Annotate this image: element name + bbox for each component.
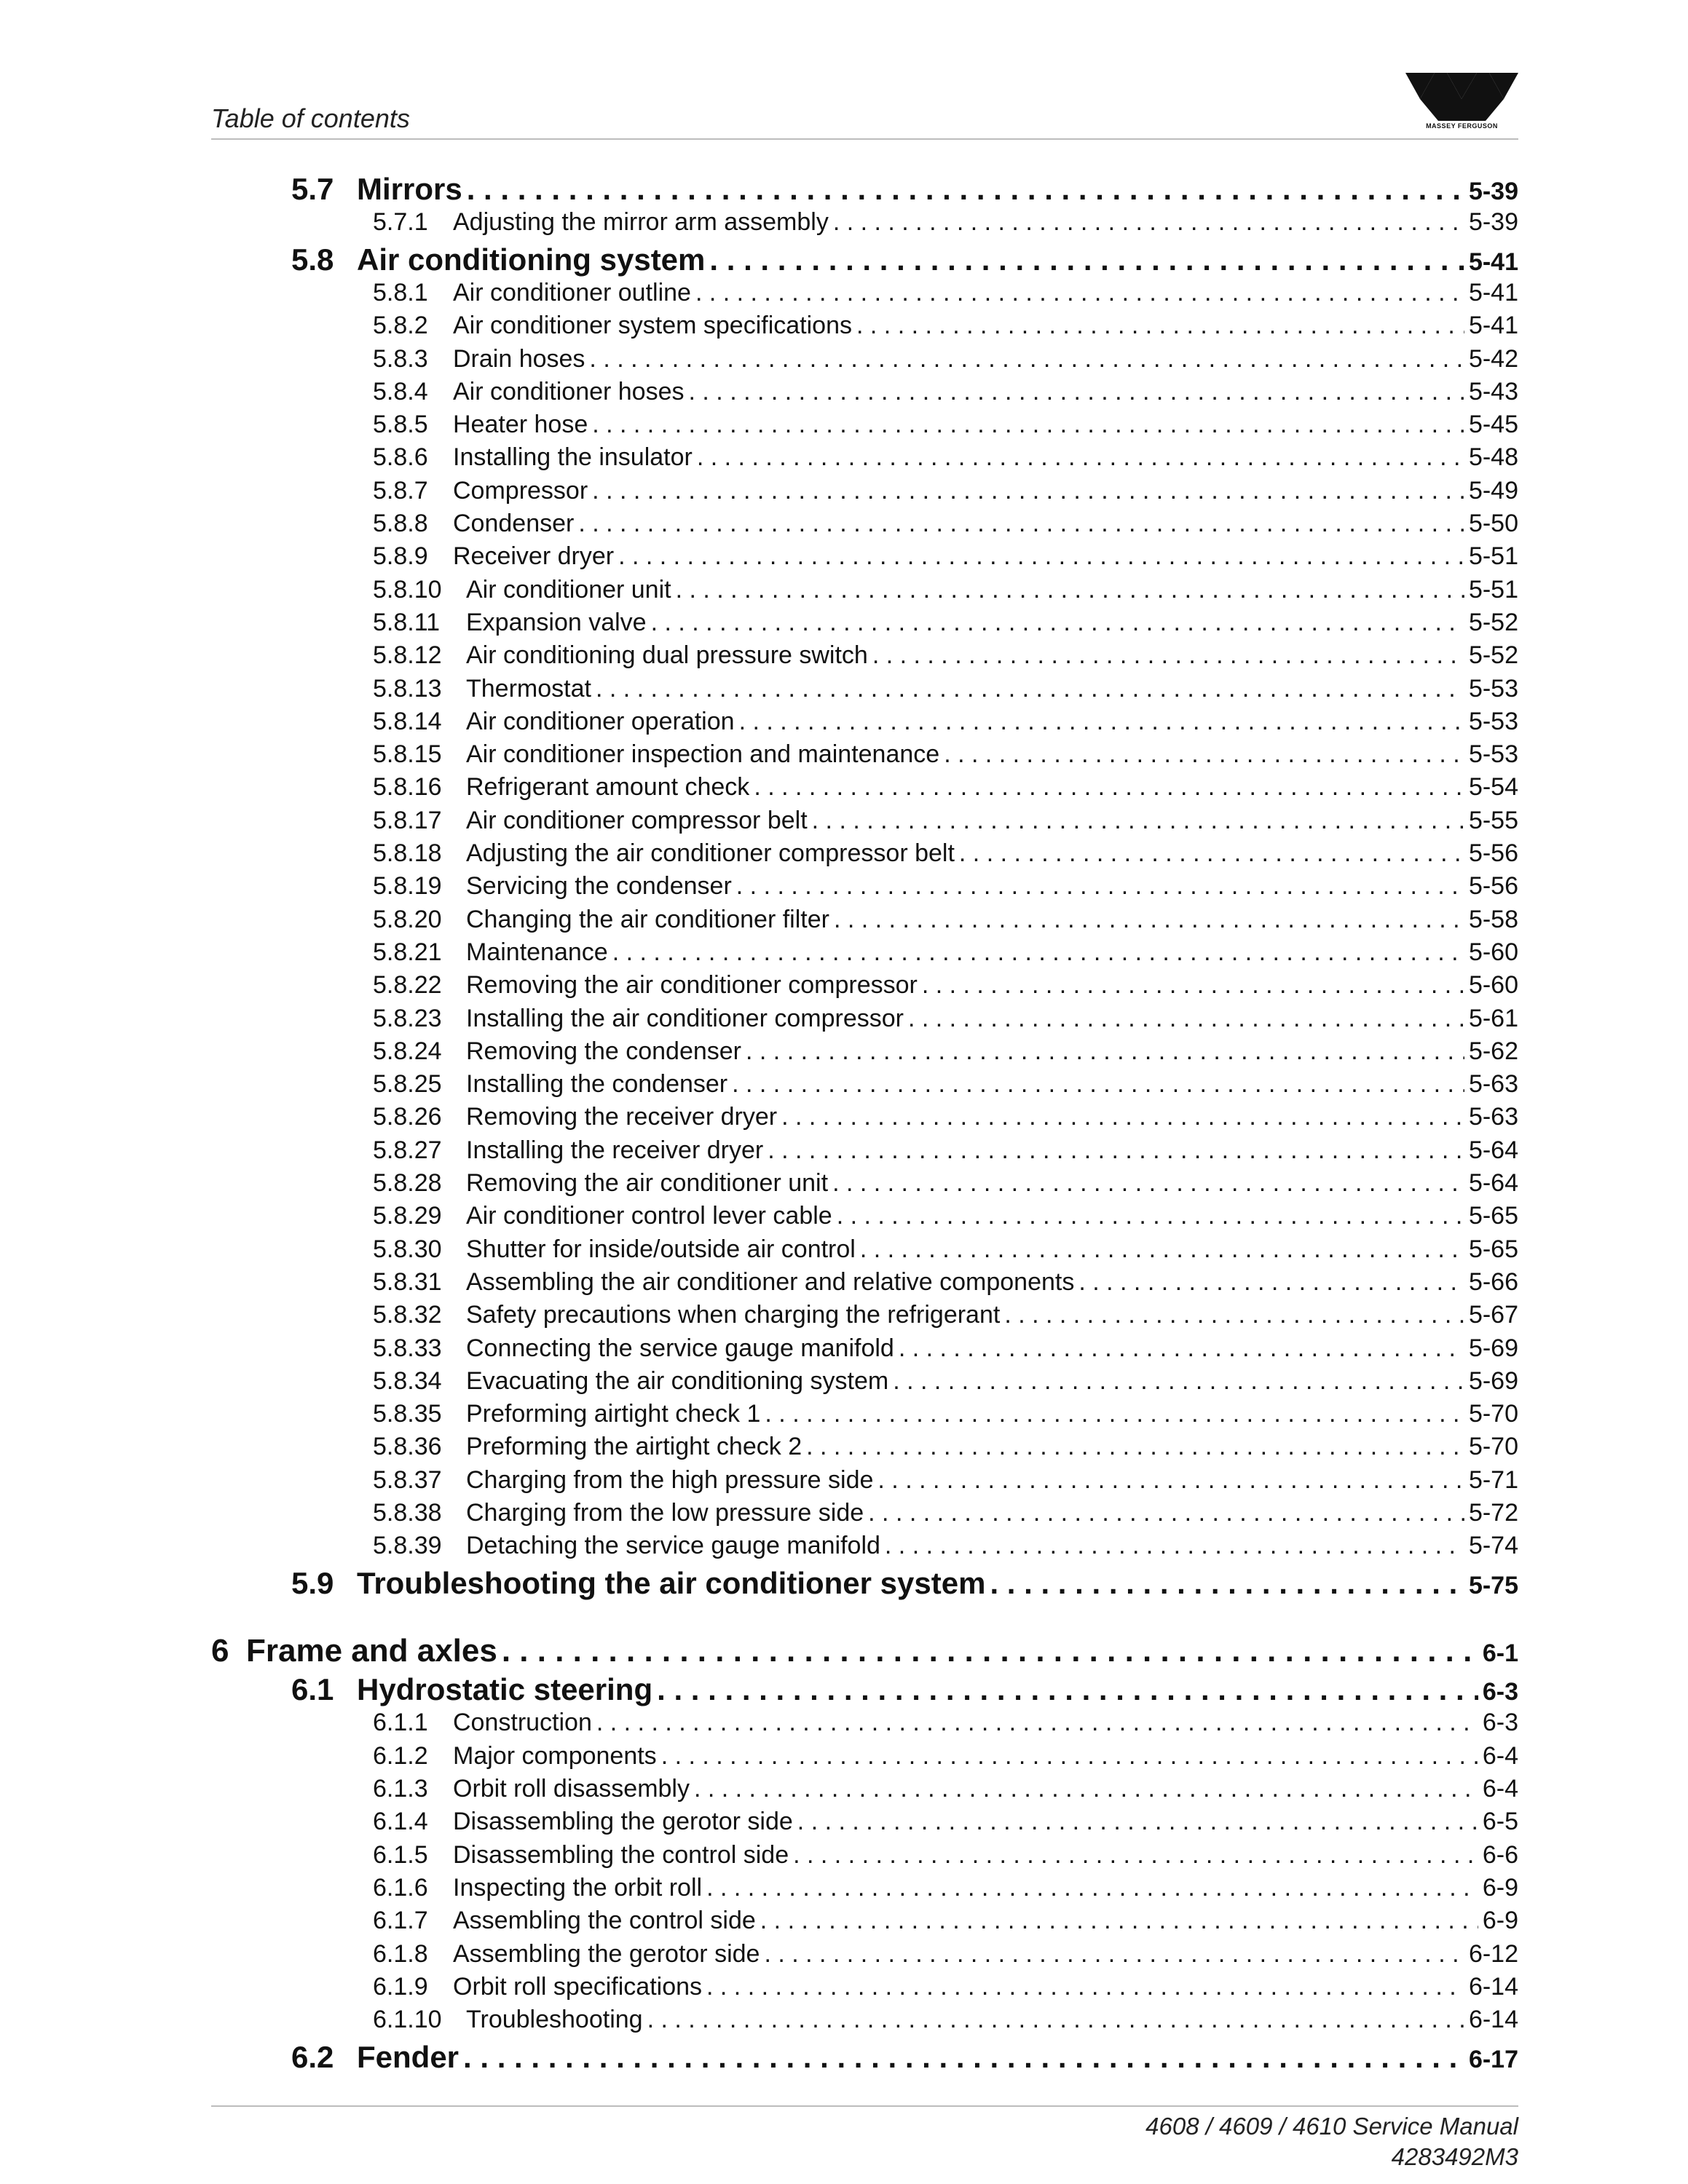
toc-entry[interactable] <box>373 576 1518 606</box>
toc-entry-page: 5-61 <box>1468 1005 1518 1032</box>
toc-entry-number: 5.8.1 <box>373 279 428 306</box>
toc-entry-title: Air conditioning dual pressure switch <box>466 641 868 669</box>
toc-entry-number: 5.8.18 <box>373 839 442 867</box>
toc-entry-page: 6-9 <box>1482 1907 1518 1934</box>
toc-entry-page: 6-4 <box>1482 1742 1518 1770</box>
toc-entry[interactable] <box>373 279 1518 309</box>
toc-leader-dots <box>578 510 1464 538</box>
toc-leader-dots <box>793 1841 1478 1870</box>
toc-entry-title: Thermostat <box>466 675 591 703</box>
toc-entry[interactable] <box>373 1907 1518 1937</box>
toc-entry[interactable] <box>291 2040 1518 2075</box>
toc-entry-page: 5-67 <box>1468 1301 1518 1329</box>
toc-entry-title: Removing the air conditioner unit <box>466 1169 829 1197</box>
toc-leader-dots <box>990 1566 1464 1601</box>
toc-entry-number: 5.8.25 <box>373 1070 442 1098</box>
toc-entry[interactable] <box>373 1841 1518 1872</box>
toc-entry-number: 5.8.8 <box>373 510 428 537</box>
toc-entry-number: 5.8.17 <box>373 807 442 834</box>
toc-entry[interactable] <box>373 1532 1518 1562</box>
toc-entry-page: 5-55 <box>1468 807 1518 834</box>
toc-entry-number: 5.8.6 <box>373 443 428 471</box>
toc-entry-page: 5-41 <box>1468 248 1518 276</box>
toc-entry-title: Air conditioner hoses <box>453 378 685 405</box>
toc-entry[interactable] <box>373 378 1518 408</box>
toc-entry-title: Installing the receiver dryer <box>466 1136 764 1164</box>
toc-leader-dots <box>739 708 1464 736</box>
toc-entry-page: 5-49 <box>1468 477 1518 505</box>
toc-entry-page: 6-14 <box>1468 1973 1518 2001</box>
toc-entry-number: 5.8.31 <box>373 1268 442 1296</box>
toc-entry-number: 6.1.9 <box>373 1973 428 2001</box>
toc-entry-number: 6 <box>211 1633 229 1669</box>
toc-entry[interactable] <box>373 609 1518 639</box>
toc-entry[interactable] <box>373 1169 1518 1200</box>
toc-leader-dots <box>868 1499 1464 1527</box>
toc-entry-title: Shutter for inside/outside air control <box>466 1235 856 1263</box>
toc-entry-number: 6.1.10 <box>373 2006 442 2033</box>
toc-leader-dots <box>592 477 1464 505</box>
toc-entry-title: Inspecting the orbit roll <box>453 1874 703 1902</box>
toc-entry[interactable] <box>373 1037 1518 1068</box>
toc-entry-title: Removing the condenser <box>466 1037 742 1065</box>
toc-leader-dots <box>764 1940 1464 1969</box>
toc-entry-page: 6-12 <box>1468 1940 1518 1968</box>
toc-leader-dots <box>893 1367 1464 1396</box>
toc-leader-dots <box>860 1235 1464 1264</box>
header-title: Table of contents <box>211 103 410 133</box>
toc-entry-title: Evacuating the air conditioning system <box>466 1367 889 1395</box>
toc-leader-dots <box>754 773 1464 802</box>
toc-leader-dots <box>781 1103 1464 1131</box>
toc-entry-page: 5-42 <box>1468 345 1518 373</box>
toc-entry[interactable] <box>373 1367 1518 1398</box>
toc-entry-page: 5-69 <box>1468 1334 1518 1362</box>
toc-leader-dots <box>651 609 1464 637</box>
toc-entry-number: 5.8.27 <box>373 1136 442 1164</box>
toc-leader-dots <box>657 1672 1478 1707</box>
toc-leader-dots <box>959 839 1464 868</box>
toc-leader-dots <box>467 172 1464 207</box>
toc-entry-page: 6-1 <box>1482 1639 1518 1667</box>
toc-entry[interactable] <box>373 773 1518 804</box>
toc-entry[interactable] <box>373 1301 1518 1332</box>
toc-entry-page: 5-41 <box>1468 279 1518 306</box>
toc-entry-title: Installing the condenser <box>466 1070 728 1098</box>
toc-entry-number: 5.9 <box>291 1566 334 1600</box>
toc-entry-title: Safety precautions when charging the refrigerant <box>466 1301 1001 1329</box>
toc-leader-dots <box>596 1709 1478 1737</box>
toc-leader-dots <box>885 1532 1464 1560</box>
toc-leader-dots <box>833 208 1464 237</box>
toc-leader-dots <box>832 1169 1464 1198</box>
toc-entry-number: 5.8.33 <box>373 1334 442 1362</box>
toc-leader-dots <box>647 2006 1464 2034</box>
toc-entry-title: Assembling the air conditioner and relative components <box>466 1268 1075 1296</box>
toc-entry-number: 5.8.35 <box>373 1400 442 1428</box>
toc-leader-dots <box>612 938 1464 967</box>
toc-leader-dots <box>922 971 1464 1000</box>
toc-entry[interactable] <box>373 1808 1518 1838</box>
logo-text: MASSEY FERGUSON <box>1426 122 1498 130</box>
toc-entry-number: 6.1.6 <box>373 1874 428 1902</box>
toc-entry-title: Servicing the condenser <box>466 872 732 900</box>
toc-entry-page: 5-60 <box>1468 971 1518 999</box>
toc-leader-dots <box>695 279 1464 307</box>
toc-leader-dots <box>768 1136 1464 1165</box>
toc-entry-page: 5-66 <box>1468 1268 1518 1296</box>
toc-entry-page: 5-58 <box>1468 906 1518 933</box>
toc-leader-dots <box>709 242 1464 277</box>
toc-entry-page: 5-56 <box>1468 839 1518 867</box>
toc-entry-number: 5.7 <box>291 172 334 206</box>
massey-ferguson-logo <box>1405 73 1518 134</box>
toc-leader-dots <box>661 1742 1478 1770</box>
toc-entry-page: 5-74 <box>1468 1532 1518 1559</box>
toc-entry-title: Assembling the control side <box>453 1907 756 1934</box>
toc-entry-page: 5-54 <box>1468 773 1518 801</box>
toc-entry-title: Drain hoses <box>453 345 585 373</box>
toc-entry-title: Maintenance <box>466 938 608 966</box>
toc-leader-dots <box>589 345 1464 373</box>
toc-entry[interactable] <box>291 1672 1518 1707</box>
toc-entry-number: 5.8.24 <box>373 1037 442 1065</box>
toc-leader-dots <box>732 1070 1464 1099</box>
toc-entry-title: Adjusting the mirror arm assembly <box>453 208 829 236</box>
toc-leader-dots <box>746 1037 1464 1066</box>
toc-entry-number: 6.1.8 <box>373 1940 428 1968</box>
toc-leader-dots <box>877 1466 1464 1495</box>
toc-entry-title: Preforming airtight check 1 <box>466 1400 761 1428</box>
toc-entry-title: Air conditioner operation <box>466 708 735 735</box>
toc-entry-number: 5.8.3 <box>373 345 428 373</box>
toc-leader-dots <box>872 641 1464 670</box>
toc-entry[interactable] <box>373 1070 1518 1101</box>
toc-entry-page: 5-62 <box>1468 1037 1518 1065</box>
toc-entry-page: 5-53 <box>1468 740 1518 768</box>
toc-entry-title: Troubleshooting the air conditioner system <box>357 1566 986 1600</box>
toc-entry-page: 5-39 <box>1468 208 1518 236</box>
toc-entry-page: 5-64 <box>1468 1169 1518 1197</box>
toc-entry[interactable] <box>373 1005 1518 1035</box>
toc-leader-dots <box>689 378 1464 406</box>
page-footer <box>1145 2111 1518 2172</box>
toc-entry[interactable] <box>373 1973 1518 2003</box>
toc-entry[interactable] <box>373 1400 1518 1431</box>
toc-entry-page: 6-17 <box>1468 2046 1518 2073</box>
toc-entry-title: Compressor <box>453 477 588 505</box>
toc-entry-number: 5.8.29 <box>373 1202 442 1230</box>
toc-entry-title: Orbit roll specifications <box>453 1973 703 2001</box>
toc-entry-number: 6.1.5 <box>373 1841 428 1869</box>
toc-leader-dots <box>736 872 1464 901</box>
toc-entry-title: Orbit roll disassembly <box>453 1775 690 1803</box>
toc-entry-title: Construction <box>453 1709 592 1736</box>
toc-entry-number: 6.2 <box>291 2040 334 2074</box>
toc-entry-title: Air conditioner control lever cable <box>466 1202 832 1230</box>
toc-leader-dots <box>676 576 1464 604</box>
toc-entry[interactable] <box>373 411 1518 441</box>
toc-entry-page: 5-63 <box>1468 1070 1518 1098</box>
toc-entry-title: Major components <box>453 1742 657 1770</box>
toc-leader-dots <box>944 740 1464 769</box>
toc-leader-dots <box>706 1973 1464 2001</box>
toc-entry-title: Changing the air conditioner filter <box>466 906 829 933</box>
toc-entry-page: 5-41 <box>1468 312 1518 339</box>
toc-entry-page: 5-65 <box>1468 1235 1518 1263</box>
toc-entry-title: Detaching the service gauge manifold <box>466 1532 880 1559</box>
toc-entry[interactable] <box>373 1433 1518 1463</box>
toc-entry[interactable] <box>373 906 1518 936</box>
toc-entry-number: 5.8.4 <box>373 378 428 405</box>
toc-leader-dots <box>760 1907 1478 1935</box>
toc-entry[interactable] <box>373 208 1518 239</box>
toc-entry[interactable] <box>373 1103 1518 1133</box>
toc-entry-page: 5-65 <box>1468 1202 1518 1230</box>
toc-entry[interactable] <box>373 1334 1518 1365</box>
toc-entry[interactable] <box>373 1136 1518 1167</box>
toc-entry-number: 5.8.37 <box>373 1466 442 1494</box>
toc-entry-number: 5.8.26 <box>373 1103 442 1131</box>
toc-entry[interactable] <box>373 542 1518 573</box>
toc-entry-number: 5.8.34 <box>373 1367 442 1395</box>
toc-entry-number: 5.8.11 <box>373 609 441 636</box>
toc-entry[interactable] <box>373 1202 1518 1233</box>
toc-entry-number: 5.8.28 <box>373 1169 442 1197</box>
toc-entry-page: 5-50 <box>1468 510 1518 537</box>
toc-entry-page: 5-51 <box>1468 542 1518 570</box>
toc-entry-title: Removing the receiver dryer <box>466 1103 778 1131</box>
toc-entry-title: Expansion valve <box>466 609 647 636</box>
toc-entry[interactable] <box>373 345 1518 376</box>
toc-leader-dots <box>502 1633 1478 1669</box>
toc-entry[interactable] <box>373 807 1518 837</box>
toc-entry-page: 5-69 <box>1468 1367 1518 1395</box>
toc-leader-dots <box>697 443 1464 472</box>
toc-entry-number: 5.8.39 <box>373 1532 442 1559</box>
toc-entry-number: 5.8.15 <box>373 740 442 768</box>
toc-entry-page: 6-6 <box>1482 1841 1518 1869</box>
toc-entry-title: Condenser <box>453 510 575 537</box>
toc-entry[interactable] <box>373 1466 1518 1497</box>
toc-entry-number: 5.8.19 <box>373 872 442 900</box>
toc-entry-title: Air conditioner outline <box>453 279 691 306</box>
toc-entry-page: 6-9 <box>1482 1874 1518 1902</box>
toc-entry[interactable] <box>373 1775 1518 1805</box>
toc-entry[interactable] <box>373 312 1518 342</box>
toc-entry-number: 6.1.4 <box>373 1808 428 1835</box>
toc-entry-number: 5.8 <box>291 242 334 277</box>
toc-entry-page: 6-4 <box>1482 1775 1518 1803</box>
toc-leader-dots <box>812 807 1464 835</box>
toc-entry[interactable] <box>373 1235 1518 1266</box>
toc-entry-page: 5-52 <box>1468 641 1518 669</box>
toc-entry-page: 5-56 <box>1468 872 1518 900</box>
toc-entry[interactable] <box>373 510 1518 540</box>
toc-leader-dots <box>706 1874 1478 1902</box>
toc-entry-number: 5.8.23 <box>373 1005 442 1032</box>
toc-entry-title: Preforming the airtight check 2 <box>466 1433 802 1460</box>
toc-entry-page: 5-60 <box>1468 938 1518 966</box>
toc-entry-number: 5.8.14 <box>373 708 442 735</box>
toc-entry[interactable] <box>373 1499 1518 1530</box>
toc-entry[interactable] <box>373 641 1518 672</box>
toc-entry[interactable] <box>373 938 1518 969</box>
toc-entry-title: Adjusting the air conditioner compressor belt <box>466 839 955 867</box>
toc-entry-title: Installing the insulator <box>453 443 693 471</box>
toc-entry-title: Hydrostatic steering <box>357 1672 653 1706</box>
toc-entry-page: 5-53 <box>1468 675 1518 703</box>
toc-entry-number: 6.1 <box>291 1672 334 1706</box>
toc-entry-number: 5.8.2 <box>373 312 428 339</box>
toc-leader-dots <box>592 411 1464 439</box>
toc-entry-page: 6-3 <box>1482 1709 1518 1736</box>
toc-leader-dots <box>834 906 1464 934</box>
toc-entry-title: Mirrors <box>357 172 462 206</box>
toc-entry-page: 5-43 <box>1468 378 1518 405</box>
toc-leader-dots <box>463 2040 1464 2075</box>
footer-manual-title: 4608 / 4609 / 4610 Service Manual <box>1145 2113 1518 2140</box>
toc-entry-number: 5.8.22 <box>373 971 442 999</box>
toc-entry-page: 5-48 <box>1468 443 1518 471</box>
toc-entry-number: 5.8.16 <box>373 773 442 801</box>
toc-leader-dots <box>908 1005 1464 1033</box>
triple-triangle-icon <box>1405 73 1518 121</box>
toc-entry-page: 5-64 <box>1468 1136 1518 1164</box>
toc-entry-title: Fender <box>357 2040 460 2074</box>
toc-entry[interactable] <box>373 2006 1518 2036</box>
toc-entry-number: 5.8.38 <box>373 1499 442 1527</box>
toc-entry-title: Disassembling the gerotor side <box>453 1808 793 1835</box>
toc-leader-dots <box>797 1808 1478 1836</box>
toc-leader-dots <box>806 1433 1464 1461</box>
toc-entry-title: Charging from the low pressure side <box>466 1499 864 1527</box>
toc-entry-number: 5.8.30 <box>373 1235 442 1263</box>
toc-entry-number: 5.8.5 <box>373 411 428 438</box>
toc-entry[interactable] <box>373 477 1518 507</box>
toc-entry-number: 6.1.2 <box>373 1742 428 1770</box>
toc-leader-dots <box>837 1202 1464 1230</box>
toc-entry-page: 5-71 <box>1468 1466 1518 1494</box>
toc-entry-title: Charging from the high pressure side <box>466 1466 874 1494</box>
toc-leader-dots <box>694 1775 1478 1803</box>
toc-leader-dots <box>856 312 1464 340</box>
toc-entry[interactable] <box>373 708 1518 738</box>
toc-entry[interactable] <box>373 839 1518 870</box>
toc-entry-page: 5-39 <box>1468 178 1518 205</box>
toc-entry-number: 6.1.3 <box>373 1775 428 1803</box>
toc-entry-number: 5.8.32 <box>373 1301 442 1329</box>
toc-entry-number: 5.8.10 <box>373 576 442 604</box>
toc-entry[interactable] <box>373 443 1518 474</box>
footer-divider <box>211 2105 1518 2107</box>
toc-entry-title: Installing the air conditioner compressor <box>466 1005 904 1032</box>
toc-entry-number: 6.1.7 <box>373 1907 428 1934</box>
toc-entry-title: Refrigerant amount check <box>466 773 750 801</box>
toc-entry-page: 6-14 <box>1468 2006 1518 2033</box>
toc-entry-page: 6-3 <box>1482 1678 1518 1706</box>
toc-entry-number: 6.1.1 <box>373 1709 428 1736</box>
toc-entry-number: 5.8.13 <box>373 675 442 703</box>
toc-entry-number: 5.8.7 <box>373 477 428 505</box>
toc-entry[interactable] <box>373 675 1518 705</box>
toc-entry-page: 5-70 <box>1468 1433 1518 1460</box>
toc-entry-title: Assembling the gerotor side <box>453 1940 760 1968</box>
toc-entry[interactable] <box>291 1566 1518 1601</box>
toc-leader-dots <box>596 675 1464 703</box>
header-divider <box>211 138 1518 140</box>
toc-entry-number: 5.8.20 <box>373 906 442 933</box>
toc-entry-number: 5.8.9 <box>373 542 428 570</box>
toc-leader-dots <box>1078 1268 1464 1297</box>
toc-entry-title: Receiver dryer <box>453 542 615 570</box>
footer-part-number: 4283492M3 <box>1391 2143 1518 2170</box>
toc-entry[interactable] <box>373 872 1518 903</box>
toc-entry[interactable] <box>291 172 1518 207</box>
toc-entry-page: 5-45 <box>1468 411 1518 438</box>
toc-entry[interactable] <box>373 1742 1518 1773</box>
toc-entry-title: Air conditioner unit <box>466 576 671 604</box>
toc-entry-page: 5-52 <box>1468 609 1518 636</box>
toc-entry-number: 5.8.21 <box>373 938 442 966</box>
toc-entry[interactable] <box>291 242 1518 277</box>
toc-entry-page: 5-70 <box>1468 1400 1518 1428</box>
toc-entry[interactable] <box>373 1940 1518 1971</box>
toc-entry-title: Troubleshooting <box>466 2006 643 2033</box>
toc-entry-number: 5.8.36 <box>373 1433 442 1460</box>
toc-entry-title: Air conditioner system specifications <box>453 312 853 339</box>
toc-entry[interactable] <box>373 740 1518 771</box>
toc-entry-page: 5-51 <box>1468 576 1518 604</box>
toc-entry-title: Disassembling the control side <box>453 1841 789 1869</box>
toc-entry-number: 5.8.12 <box>373 641 442 669</box>
toc-leader-dots <box>899 1334 1464 1363</box>
toc-entry[interactable] <box>373 1874 1518 1904</box>
toc-entry-number: 5.7.1 <box>373 208 428 236</box>
toc-entry-page: 6-5 <box>1482 1808 1518 1835</box>
toc-entry-title: Connecting the service gauge manifold <box>466 1334 894 1362</box>
toc-entry-title: Removing the air conditioner compressor <box>466 971 918 999</box>
toc-entry[interactable] <box>373 1709 1518 1739</box>
toc-entry[interactable] <box>373 971 1518 1002</box>
toc-entry-page: 5-53 <box>1468 708 1518 735</box>
toc-entry-title: Air conditioner inspection and maintenance <box>466 740 940 768</box>
toc-entry-title: Air conditioner compressor belt <box>466 807 808 834</box>
toc-leader-dots <box>1004 1301 1464 1329</box>
toc-entry-page: 5-72 <box>1468 1499 1518 1527</box>
toc-entry[interactable] <box>373 1268 1518 1299</box>
toc-leader-dots <box>765 1400 1464 1428</box>
toc-entry-page: 5-63 <box>1468 1103 1518 1131</box>
toc-entry-title: Frame and axles <box>246 1633 497 1669</box>
toc-entry[interactable] <box>211 1633 1518 1669</box>
page-header <box>211 100 1518 138</box>
toc-entry-title: Air conditioning system <box>357 242 706 277</box>
toc-leader-dots <box>618 542 1464 571</box>
toc-entry-page: 5-75 <box>1468 1572 1518 1599</box>
toc-entry-title: Heater hose <box>453 411 588 438</box>
